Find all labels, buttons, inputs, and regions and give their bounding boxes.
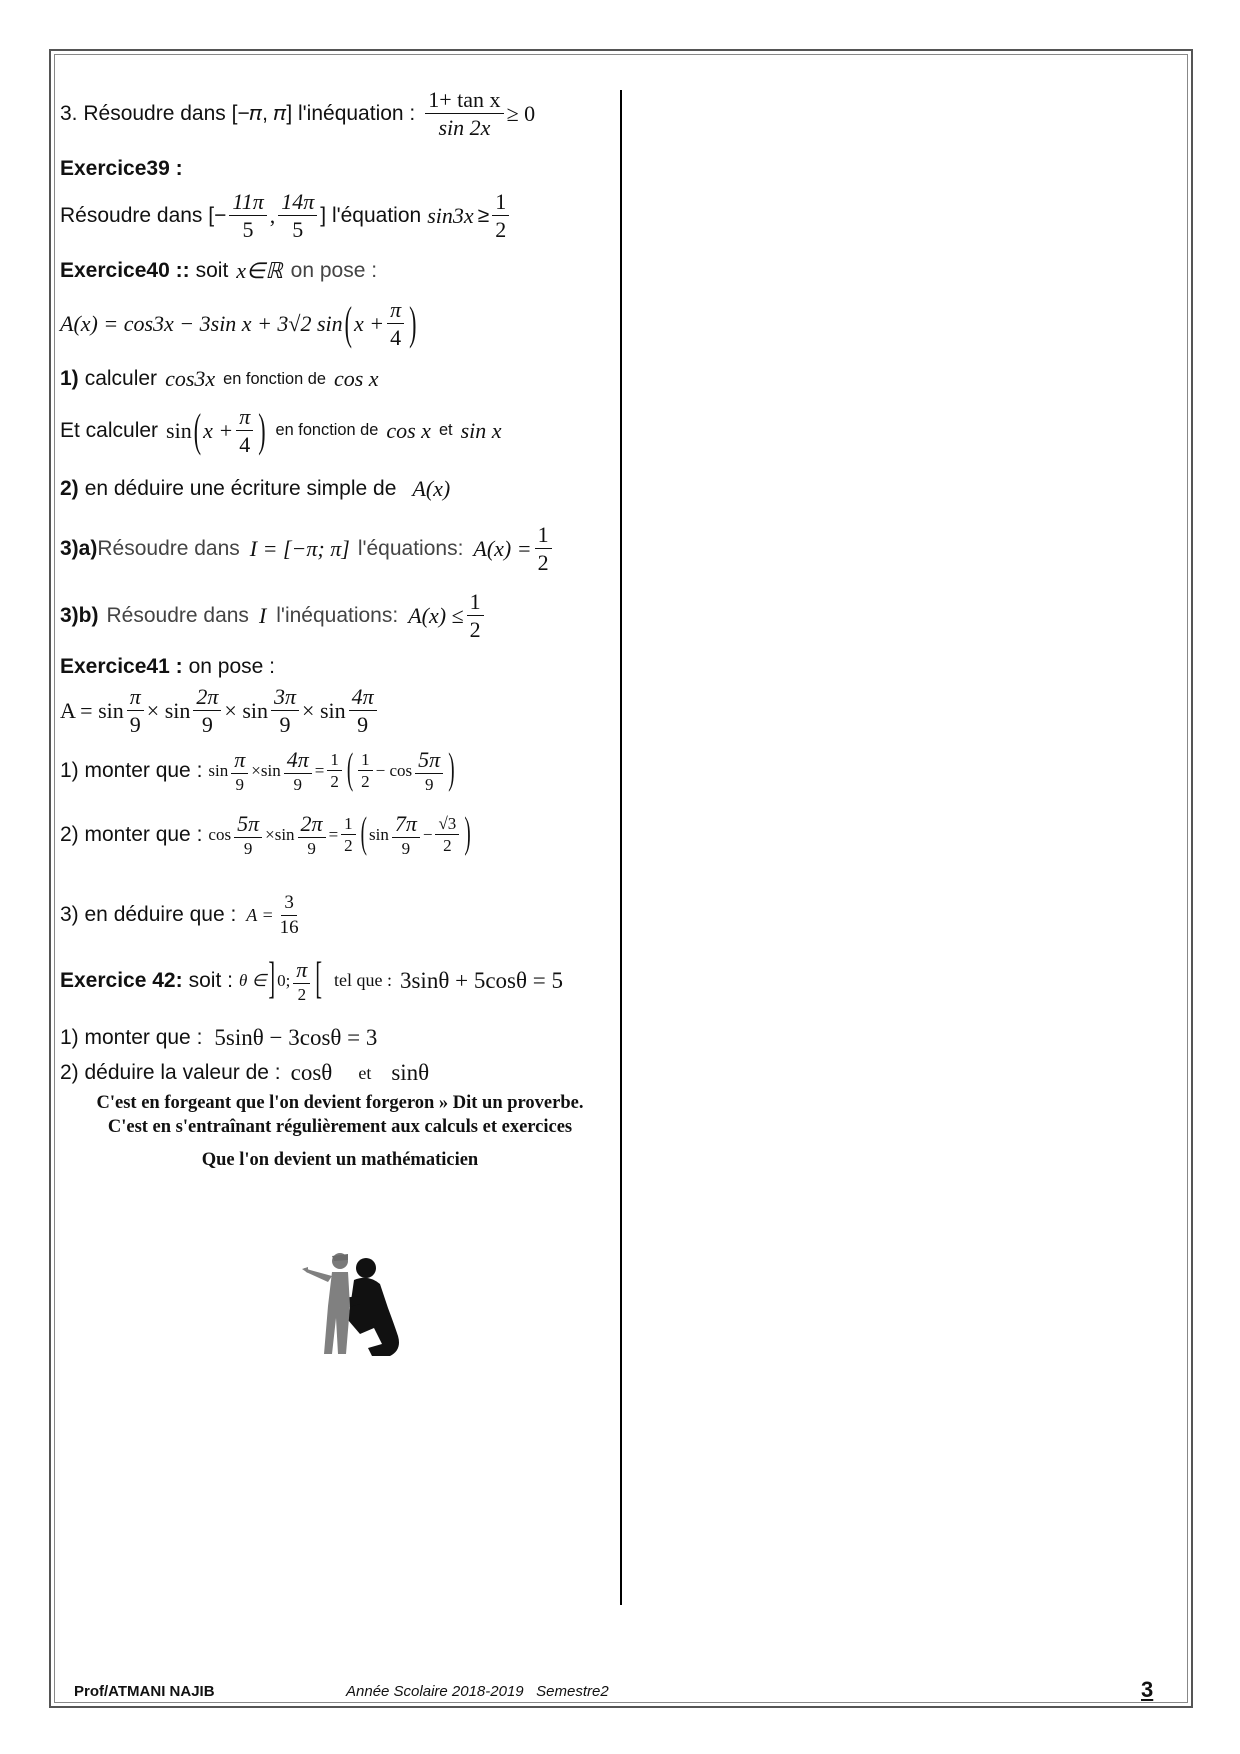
- fraction: $\frac{\pi}{2}$: [293, 958, 310, 1004]
- ex42-question-1: 1) monter que : 5sinθ − 3cosθ = 3: [60, 1025, 378, 1050]
- fraction: $\frac{3}{16}$: [279, 892, 299, 938]
- ex40-definition: A(x) = cos3x − 3sin x + 3√2 sin ( x + $\frac{\pi}{4}$ ): [60, 296, 417, 351]
- fraction: $\frac{2\pi}{9}$: [193, 685, 221, 736]
- proverb-line-2: C'est en s'entraînant régulièrement aux calculs et exercices: [107, 1117, 573, 1137]
- fraction: $\frac{1}{2}$: [535, 523, 552, 574]
- column-divider: [620, 90, 622, 1605]
- fraction: $\frac{3\pi}{9}$: [271, 685, 299, 736]
- fraction: $\frac{4\pi}{9}$: [349, 685, 377, 736]
- fraction: $\frac{1}{2}$: [341, 815, 356, 856]
- fraction: $\frac{√3}{2}$: [435, 815, 459, 856]
- proverb-line-1: C'est en forgeant que l'on devient forgeron » Dit un proverbe.: [96, 1093, 584, 1113]
- ex40-question-3b: 3)b) Résoudre dans I l'inéquations: A(x) ≤ $\frac{1}{2}$: [60, 590, 487, 641]
- fraction: $\frac{1}{2}$: [327, 751, 342, 792]
- ex38-question-3: [60, 88, 535, 139]
- ex41-question-2: 2) monter que : cos $\frac{5\pi}{9}$ × sin $\frac{2\pi}{9}$ = $\frac{1}{2}$ ( sin $\frac{7\pi}{9}$ − $\frac{√3}{2}$ ): [60, 809, 471, 859]
- fraction: $\frac{\pi}{9}$: [231, 748, 248, 794]
- footer-author: Prof/ATMANI NAJIB: [74, 1683, 215, 1700]
- exercise-39-title: Exercice39 :: [60, 157, 183, 180]
- ex41-definition: A = sin $\frac{\pi}{9}$ × sin $\frac{2\pi}{9}$ × sin $\frac{3\pi}{9}$ × sin $\frac{4\pi}{9}$: [60, 685, 380, 736]
- fraction: $\frac{5\pi}{9}$: [234, 812, 262, 858]
- footer-year: Année Scolaire 2018-2019 Semestre2: [346, 1683, 609, 1700]
- exercise-40-title: Exercice40 :: soit x∈ℝ on pose :: [60, 258, 378, 283]
- exercise-42-title: Exercice 42: soit : θ ∈ ] 0; $\frac{\pi}{2}$ [ tel que : 3sinθ + 5cosθ = 5: [60, 955, 563, 1005]
- teacher-child-illustration: [302, 1250, 414, 1362]
- fraction: $\frac{14\pi}{5}$: [278, 190, 317, 241]
- ex41-question-3: 3) en déduire que : A = $\frac{3}{16}$: [60, 893, 305, 938]
- exercise-41-title: Exercice41 : on pose :: [60, 655, 276, 678]
- ex42-question-2: 2) déduire la valeur de : cosθ et sinθ: [60, 1060, 430, 1085]
- fraction: $\frac{4\pi}{9}$: [284, 748, 312, 794]
- fraction: $\frac{\pi}{4}$: [236, 405, 253, 456]
- ex40-question-1b: Et calculer sin ( x + $\frac{\pi}{4}$ ) en fonction de cos x et sin x: [60, 403, 502, 458]
- proverb-line-3: Que l'on devient un mathématicien: [201, 1150, 479, 1170]
- fraction: $\frac{1}{2}$: [492, 190, 509, 241]
- fraction: $\frac{11\pi}{5}$: [229, 190, 266, 241]
- exercise-39-statement: Résoudre dans [− $\frac{11\pi}{5}$ , $\frac{14\pi}{5}$ ] l'équation sin3x ≥ $\frac{1}{2}$: [60, 190, 512, 241]
- ex40-question-1: 1) calculer cos3x en fonction de cos x: [60, 366, 379, 391]
- fraction: $\frac{\pi}{4}$: [387, 298, 404, 349]
- fraction: $\frac{1}{2}$: [358, 751, 373, 792]
- fraction: $\frac{\pi}{9}$: [127, 685, 144, 736]
- fraction: $\frac{7\pi}{9}$: [392, 812, 420, 858]
- ex41-question-1: 1) monter que : sin $\frac{\pi}{9}$ × sin $\frac{4\pi}{9}$ = $\frac{1}{2}$ ( $\frac{1}{2}$ − cos $\frac{5\pi}{9}$ ): [60, 745, 455, 795]
- page-number: 3: [1141, 1677, 1154, 1702]
- ex40-question-2: 2) en déduire une écriture simple de A(x): [60, 476, 451, 501]
- q3-text: 3. Résoudre dans [−𝜋, 𝜋] l'inéquation :: [60, 101, 416, 125]
- fraction: $\frac{\text{1+ tan x}}{\sin 2x}$: [425, 88, 503, 139]
- rhs: ≥ 0: [506, 100, 536, 126]
- fraction: $\frac{5\pi}{9}$: [415, 748, 443, 794]
- ex40-question-3a: 3)a) Résoudre dans I = [−π; π] l'équations: A(x) = $\frac{1}{2}$: [60, 523, 555, 574]
- fraction: $\frac{2\pi}{9}$: [298, 812, 326, 858]
- fraction: $\frac{1}{2}$: [467, 590, 484, 641]
